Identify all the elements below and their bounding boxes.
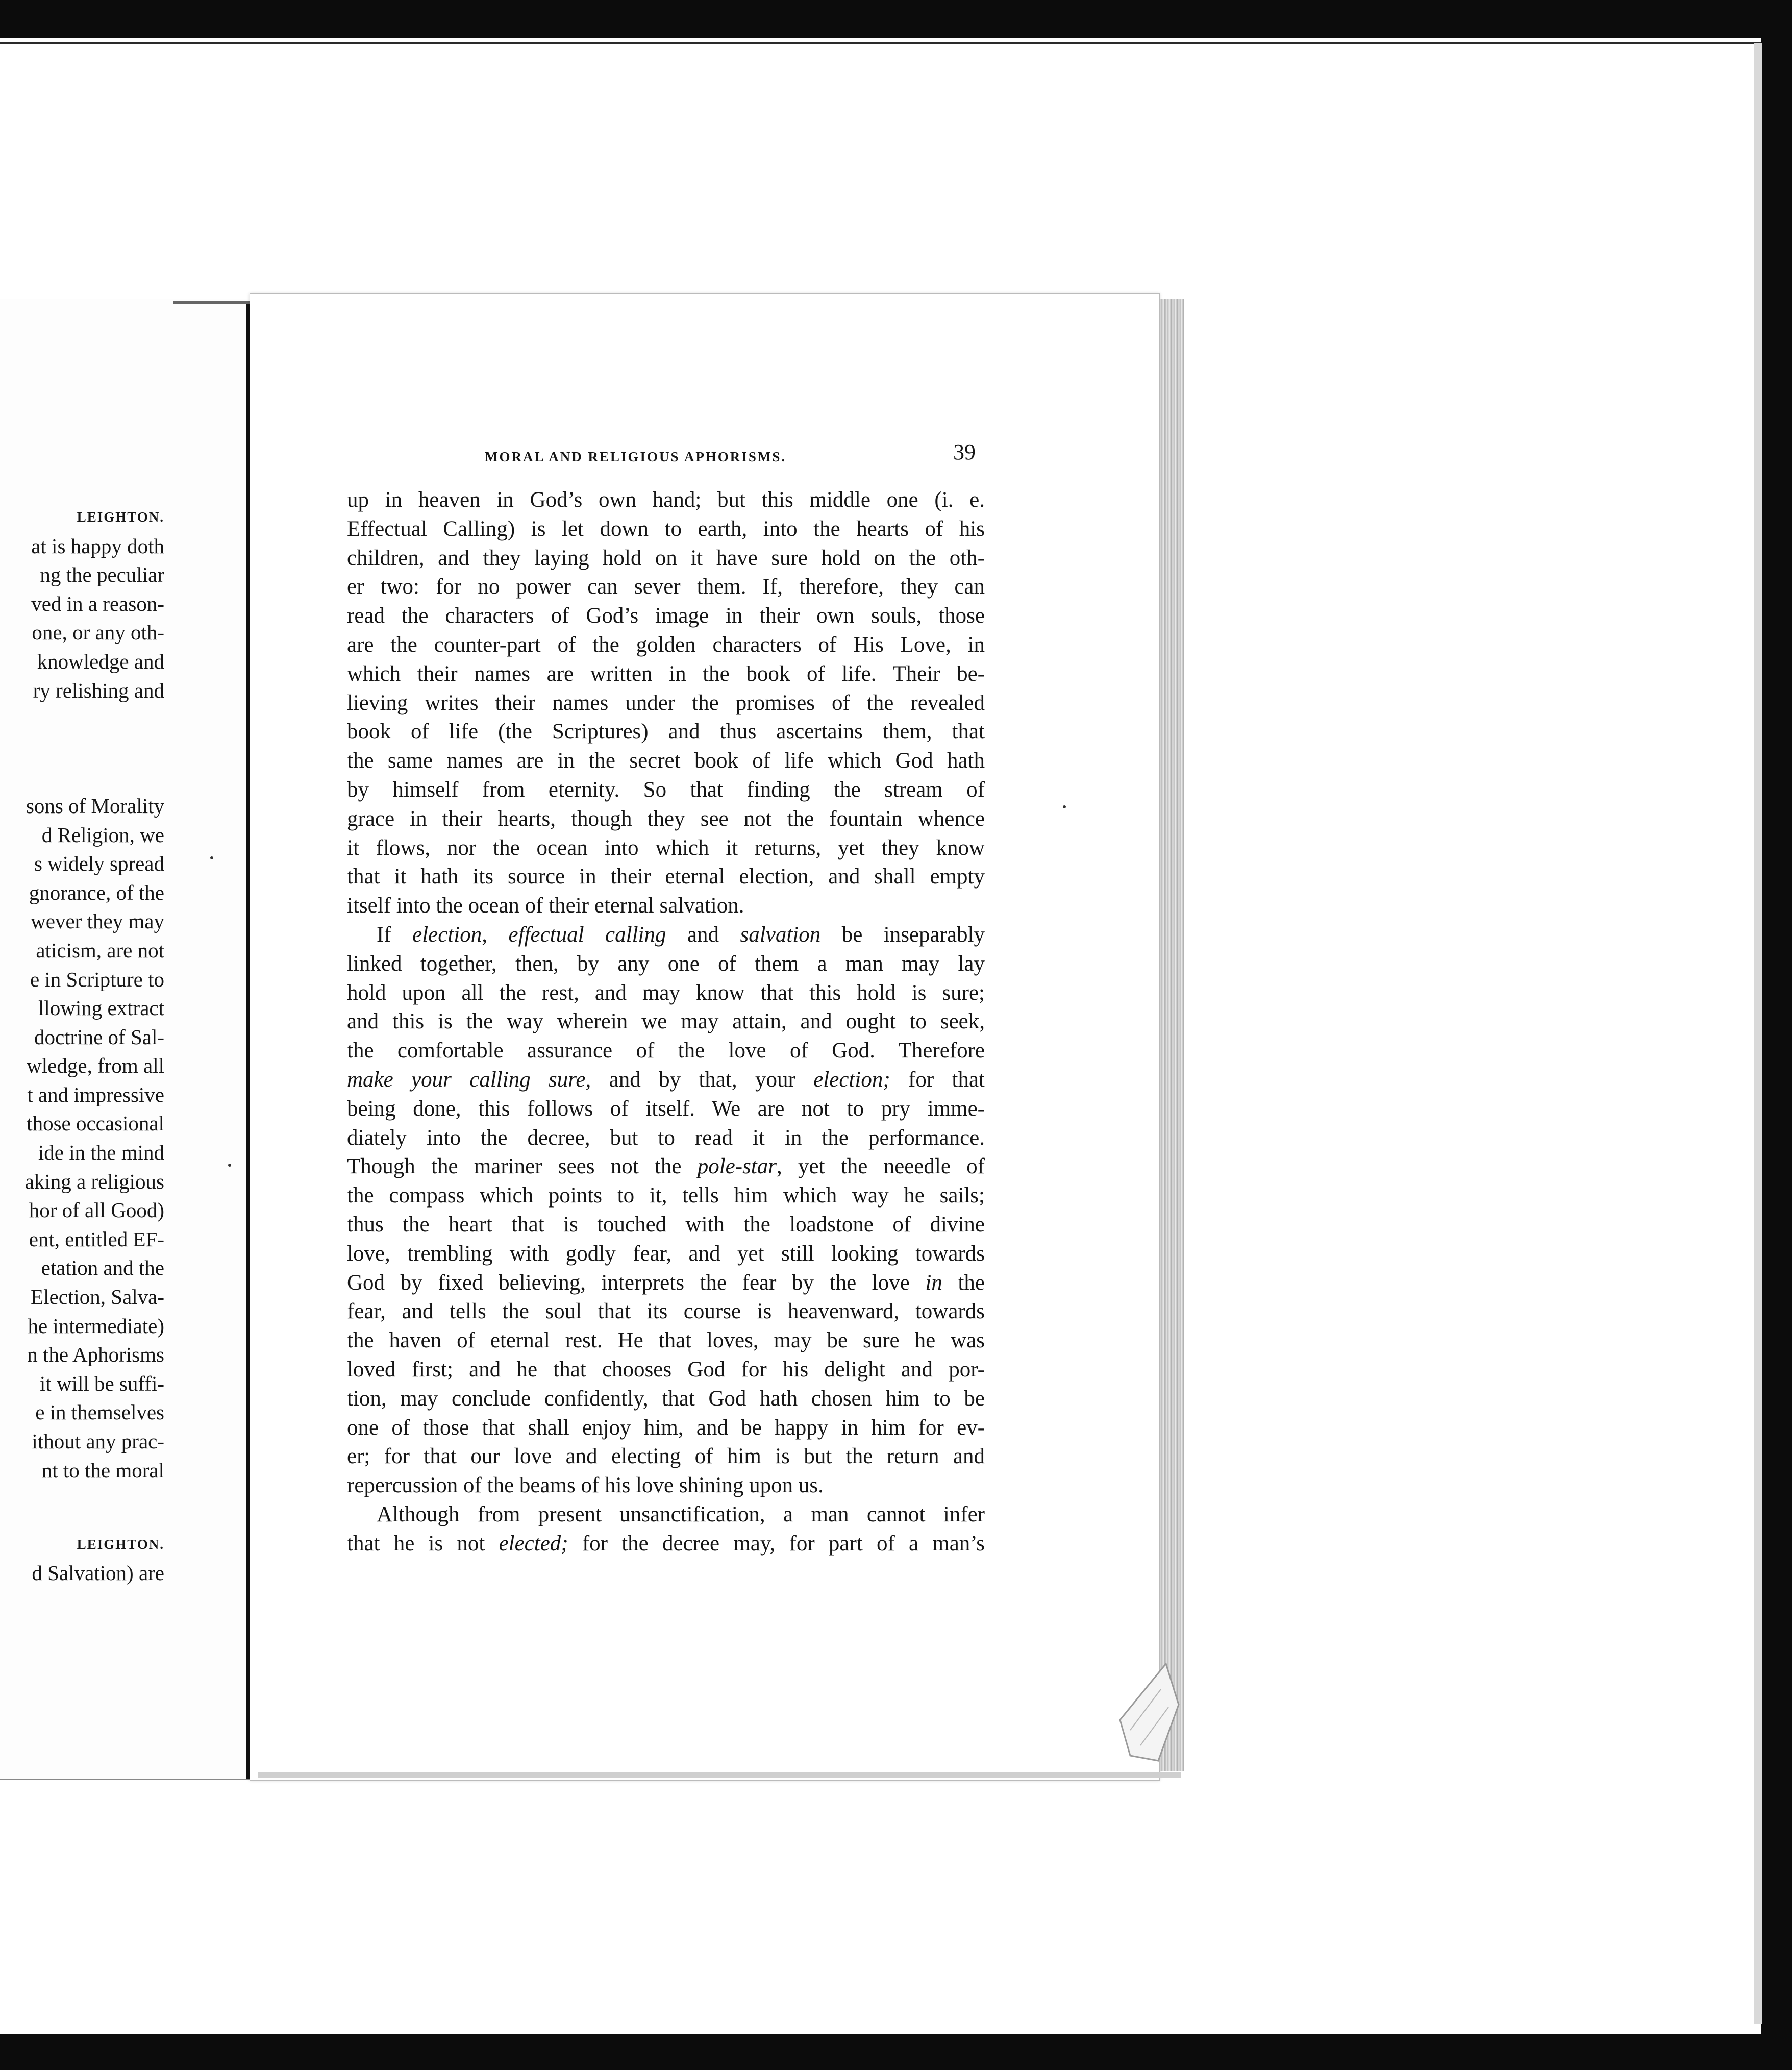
- text-line: lieving writes their names under the promises of the revealed: [347, 691, 985, 715]
- text-line: er; for that our love and electing of him is but the return and: [347, 1444, 985, 1469]
- text-line: Effectual Calling) is let down to earth, into the hearts of his: [347, 516, 985, 541]
- text-line: God by fixed believing, interprets the fear by the love in the: [347, 1270, 985, 1295]
- left-running-head: LEIGHTON.: [77, 509, 164, 525]
- scanner-bottom-border: [0, 2034, 1792, 2070]
- left-line: ved in a reason-: [31, 592, 164, 615]
- text-line: er two: for no power can sever them. If, therefore, they can: [347, 575, 985, 599]
- left-line: aticism, are not: [36, 938, 164, 962]
- left-line: gnorance, of the: [29, 880, 164, 904]
- left-line: Election, Salva-: [31, 1285, 164, 1309]
- scanner-right-border: [1761, 0, 1792, 2070]
- print-speck: [1063, 805, 1066, 808]
- page-body-text: [347, 486, 985, 1558]
- left-line: ry relishing and: [33, 678, 164, 702]
- book-gutter: [246, 304, 250, 1779]
- text-line: If election, effectual calling and salvation be inseparably: [377, 922, 985, 947]
- text-line: it flows, nor the ocean into which it returns, yet they know: [347, 835, 985, 860]
- text-line: repercussion of the beams of his love shining upon us.: [347, 1473, 824, 1498]
- left-line: sons of Morality: [26, 794, 164, 818]
- left-line: wever they may: [31, 909, 164, 933]
- text-line: linked together, then, by any one of them a man may lay: [347, 951, 985, 976]
- text-line: are the counter-part of the golden characters of His Love, in: [347, 632, 985, 657]
- left-line: etation and the: [41, 1256, 164, 1280]
- scan-right-margin: [1754, 43, 1762, 2024]
- text-line: that it hath its source in their eternal election, and shall empty: [347, 865, 985, 889]
- print-speck: [228, 1164, 231, 1167]
- left-line: ide in the mind: [38, 1141, 164, 1165]
- text-line: the compass which points to it, tells him which way he sails;: [347, 1184, 985, 1208]
- left-line: t and impressive: [27, 1082, 164, 1106]
- paragraph-2: [347, 921, 985, 1500]
- left-line: knowledge and: [37, 649, 164, 673]
- text-line: that he is not elected; for the decree may, for part of a man’s: [347, 1531, 985, 1556]
- text-line: up in heaven in God’s own hand; but this middle one (i. e.: [347, 488, 985, 512]
- page-bottom-shadow: [258, 1772, 1181, 1778]
- paragraph-3: [347, 1500, 985, 1559]
- text-line: diately into the decree, but to read it in the performance.: [347, 1125, 985, 1150]
- left-line: ithout any prac-: [32, 1430, 164, 1453]
- left-line: hor of all Good): [29, 1198, 164, 1222]
- left-line: it will be suffi-: [39, 1371, 164, 1395]
- left-line: n the Aphorisms: [27, 1343, 164, 1367]
- left-line: he intermediate): [28, 1314, 164, 1338]
- text-line: and this is the way wherein we may attain, and ought to seek,: [347, 1009, 985, 1034]
- text-line: fear, and tells the soul that its course is heavenward, towards: [347, 1299, 985, 1324]
- scanner-top-border: [0, 0, 1792, 38]
- running-head: MORAL AND RELIGIOUS APHORISMS.: [485, 449, 787, 464]
- left-line: at is happy doth: [31, 534, 164, 558]
- print-speck: [210, 856, 213, 859]
- text-line: tion, may conclude confidently, that God hath chosen him to be: [347, 1386, 985, 1411]
- left-line: those occasional: [27, 1112, 164, 1136]
- left-running-head-2: LEIGHTON.: [77, 1537, 164, 1552]
- text-line: Although from present unsanctification, a man cannot infer: [377, 1502, 985, 1526]
- text-line: the same names are in the secret book of life which God hath: [347, 749, 985, 773]
- text-line: thus the heart that is touched with the loadstone of divine: [347, 1212, 985, 1237]
- text-line: loved first; and he that chooses God for his delight and por-: [347, 1357, 985, 1382]
- left-line: nt to the moral: [41, 1458, 164, 1482]
- text-line: love, trembling with godly fear, and yet still looking towards: [347, 1241, 985, 1266]
- text-line: being done, this follows of itself. We are not to pry imme-: [347, 1096, 985, 1121]
- text-line: itself into the ocean of their eternal salvation.: [347, 894, 744, 918]
- left-line: one, or any oth-: [32, 621, 164, 645]
- text-line: the comfortable assurance of the love of God. Therefore: [347, 1039, 985, 1063]
- text-line: hold upon all the rest, and may know that this hold is sure;: [347, 980, 985, 1005]
- left-line: llowing extract: [38, 996, 164, 1020]
- left-line: doctrine of Sal-: [34, 1025, 164, 1049]
- scan-edge-line: [0, 42, 1761, 44]
- left-line: d Religion, we: [41, 823, 164, 847]
- page-number: 39: [953, 439, 976, 464]
- left-line: e in Scripture to: [30, 967, 164, 991]
- left-line: d Salvation) are: [32, 1561, 164, 1585]
- left-line-blank: [0, 762, 164, 792]
- left-page-text: [0, 503, 164, 1485]
- left-line-blank: [0, 705, 164, 734]
- left-page-footer-text: [0, 1530, 164, 1587]
- text-line: read the characters of God’s image in their own souls, those: [347, 604, 985, 628]
- left-line-blank: [0, 734, 164, 763]
- text-line: grace in their hearts, though they see not the fountain whence: [347, 806, 985, 831]
- left-line: ent, entitled EF-: [29, 1227, 164, 1251]
- left-line: wledge, from all: [27, 1054, 164, 1078]
- text-line: one of those that shall enjoy him, and be happy in him for ev-: [347, 1415, 985, 1440]
- text-line: book of life (the Scriptures) and thus ascertains them, that: [347, 720, 985, 744]
- text-line: children, and they laying hold on it have sure hold on the oth-: [347, 546, 985, 570]
- paragraph-1: [347, 486, 985, 921]
- text-line: by himself from eternity. So that finding the stream of: [347, 777, 985, 802]
- left-line: e in themselves: [35, 1400, 164, 1424]
- text-line: the haven of eternal rest. He that loves, may be sure he was: [347, 1328, 985, 1353]
- left-line: aking a religious: [24, 1169, 164, 1193]
- text-line: Though the mariner sees not the pole-star, yet the neeedle of: [347, 1154, 985, 1179]
- text-line: which their names are written in the book of life. Their be-: [347, 661, 985, 686]
- left-line: s widely spread: [34, 852, 164, 876]
- page-corner-fold: [1110, 1659, 1181, 1766]
- left-line: ng the peculiar: [40, 563, 164, 587]
- text-line: make your calling sure, and by that, your election; for that: [347, 1067, 985, 1092]
